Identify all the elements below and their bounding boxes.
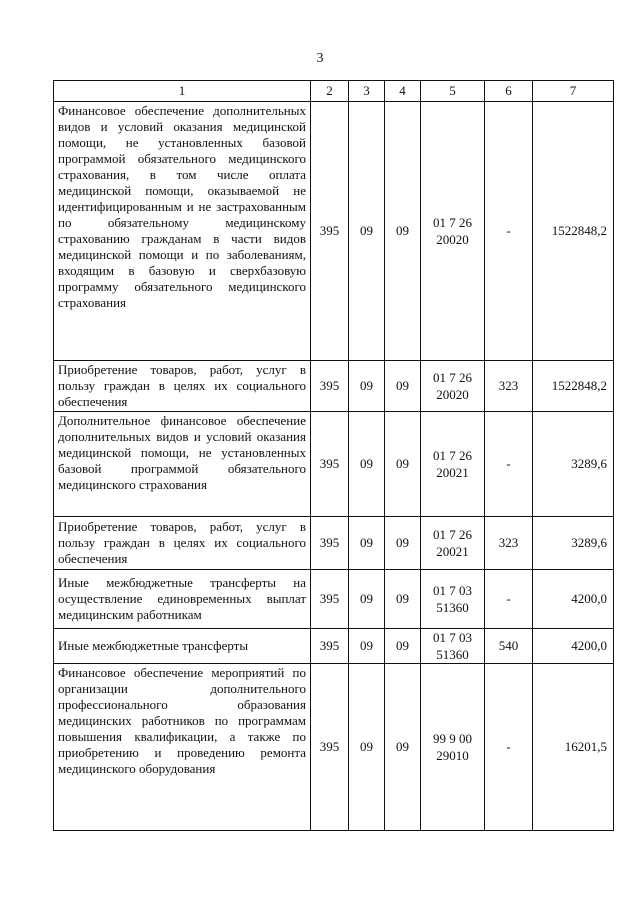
row-expense-type: -: [485, 102, 533, 361]
row-ministry-code: 395: [311, 102, 349, 361]
row-subsection: 09: [385, 664, 421, 831]
target-article-line-2: 20020: [436, 387, 469, 402]
row-expense-type: 323: [485, 517, 533, 570]
row-name: Иные межбюджетные трансферты: [54, 629, 311, 664]
target-article-line-1: 01 7 03: [433, 583, 472, 598]
row-section: 09: [349, 664, 385, 831]
row-section: 09: [349, 102, 385, 361]
row-name: Иные межбюджетные трансферты на осуществление единовременных выплат медицинским работникам: [54, 570, 311, 629]
row-name: Приобретение товаров, работ, услуг в пользу граждан в целях их социального обеспечения: [54, 517, 311, 570]
table-row: [54, 570, 614, 629]
row-name: Дополнительное финансовое обеспечение дополнительных видов и условий оказания медицинской помощи, не установленных базовой программой обязательного медицинского страхования: [54, 412, 311, 517]
row-ministry-code: 395: [311, 361, 349, 412]
header-col-3: 3: [349, 81, 385, 102]
header-row: [54, 81, 614, 102]
row-section: 09: [349, 517, 385, 570]
row-name: Приобретение товаров, работ, услуг в пользу граждан в целях их социального обеспечения: [54, 361, 311, 412]
header-col-1: 1: [54, 81, 311, 102]
row-target-article: [421, 570, 485, 629]
row-ministry-code: 395: [311, 664, 349, 831]
row-ministry-code: 395: [311, 570, 349, 629]
target-article-line-2: 29010: [436, 748, 469, 763]
target-article-line-2: 20020: [436, 232, 469, 247]
table-row: [54, 412, 614, 517]
header-col-4: 4: [385, 81, 421, 102]
row-name: Финансовое обеспечение дополнительных видов и условий оказания медицинской помощи, не установленных базовой программой обязательного медицинского страхования, в том числе оплата медицинской помощи, оказываемой не идентифицированным и не застрахованным по обязательному медицинскому страхованию гражданам в части видов медицинской помощи и по заболеваниям, входящим в базовую и сверхбазовую программу обязательного медицинского страхования: [54, 102, 311, 361]
row-expense-type: 540: [485, 629, 533, 664]
target-article-line-2: 51360: [436, 600, 469, 615]
row-target-article: [421, 102, 485, 361]
row-subsection: 09: [385, 629, 421, 664]
target-article-line-2: 20021: [436, 544, 469, 559]
row-target-article: [421, 361, 485, 412]
header-col-5: 5: [421, 81, 485, 102]
row-expense-type: 323: [485, 361, 533, 412]
row-target-article: [421, 517, 485, 570]
row-ministry-code: 395: [311, 517, 349, 570]
target-article-line-2: 20021: [436, 465, 469, 480]
table-row: [54, 361, 614, 412]
row-subsection: 09: [385, 517, 421, 570]
header-col-7: 7: [533, 81, 614, 102]
target-article-line-1: 99 9 00: [433, 731, 472, 746]
target-article-line-1: 01 7 03: [433, 630, 472, 645]
row-section: 09: [349, 570, 385, 629]
row-expense-type: -: [485, 664, 533, 831]
row-target-article: [421, 412, 485, 517]
target-article-line-1: 01 7 26: [433, 527, 472, 542]
row-amount: 1522848,2: [533, 102, 614, 361]
row-amount: 4200,0: [533, 629, 614, 664]
row-section: 09: [349, 412, 385, 517]
row-subsection: 09: [385, 570, 421, 629]
row-target-article: [421, 664, 485, 831]
row-amount: 3289,6: [533, 517, 614, 570]
row-subsection: 09: [385, 361, 421, 412]
row-target-article: [421, 629, 485, 664]
row-amount: 3289,6: [533, 412, 614, 517]
row-section: 09: [349, 629, 385, 664]
row-amount: 4200,0: [533, 570, 614, 629]
row-section: 09: [349, 361, 385, 412]
header-col-2: 2: [311, 81, 349, 102]
target-article-line-1: 01 7 26: [433, 215, 472, 230]
target-article-line-1: 01 7 26: [433, 370, 472, 385]
row-expense-type: -: [485, 570, 533, 629]
target-article-line-2: 51360: [436, 647, 469, 662]
header-col-6: 6: [485, 81, 533, 102]
row-amount: 1522848,2: [533, 361, 614, 412]
row-subsection: 09: [385, 102, 421, 361]
target-article-line-1: 01 7 26: [433, 448, 472, 463]
table-row: [54, 629, 614, 664]
table-row: [54, 102, 614, 361]
row-expense-type: -: [485, 412, 533, 517]
row-ministry-code: 395: [311, 629, 349, 664]
row-amount: 16201,5: [533, 664, 614, 831]
row-subsection: 09: [385, 412, 421, 517]
table-row: [54, 664, 614, 831]
row-name: Финансовое обеспечение мероприятий по организации дополнительного профессионального образования медицинских работников по программам повышения квалификации, а также по приобретению и проведению ремонта медицинского оборудования: [54, 664, 311, 831]
table-row: [54, 517, 614, 570]
row-ministry-code: 395: [311, 412, 349, 517]
budget-table: [53, 80, 614, 831]
page-number: 3: [316, 51, 324, 66]
